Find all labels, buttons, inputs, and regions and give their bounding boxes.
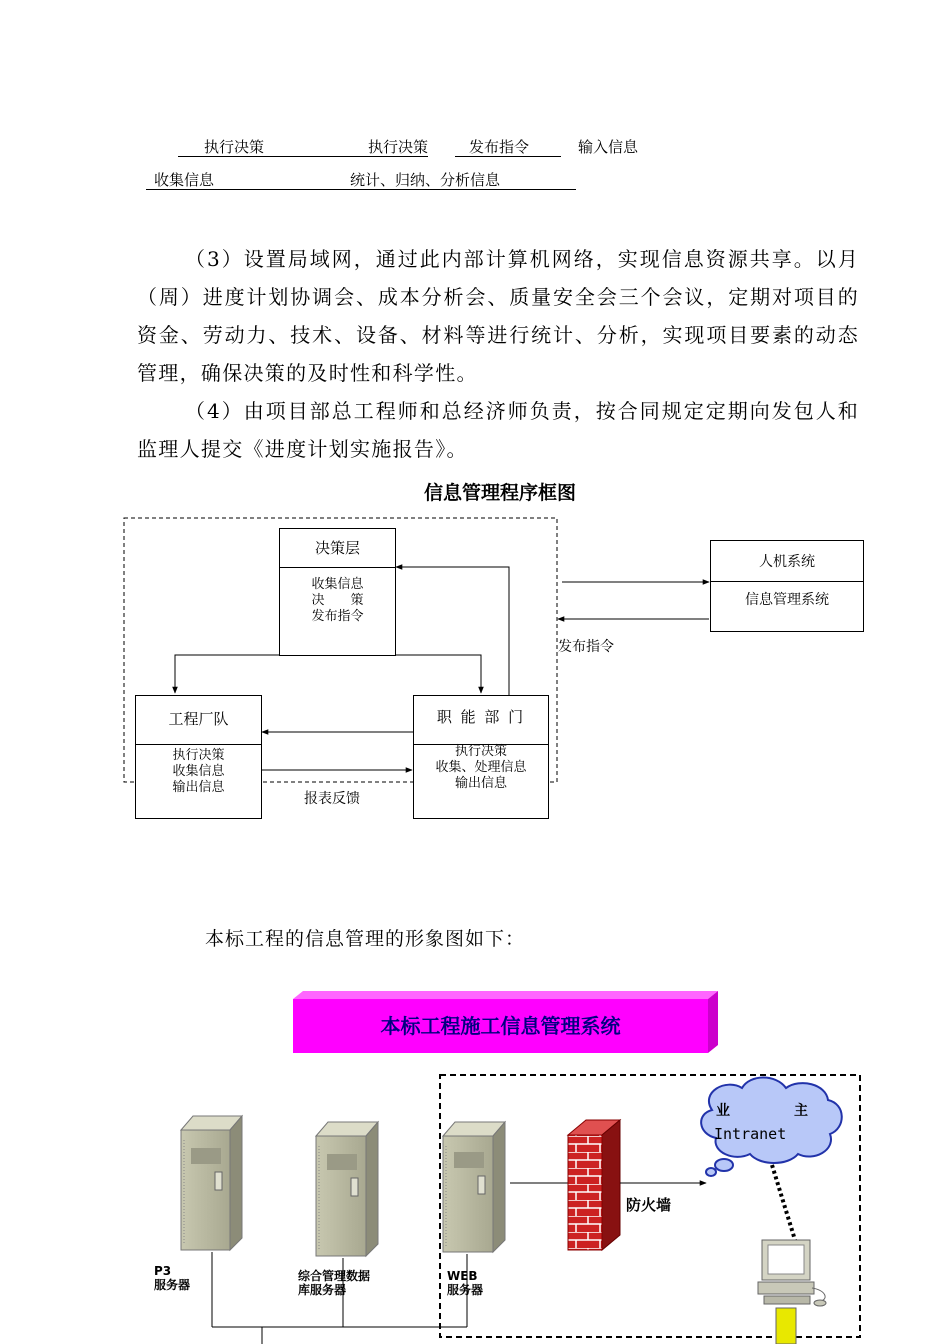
- func-title: 职 能 部 门: [436, 708, 526, 726]
- decision-line: 发布指令: [311, 609, 364, 624]
- team-title: 工程厂队: [168, 710, 229, 728]
- cloud-label-owner-left: 业: [716, 1103, 730, 1119]
- paragraph-4: （4）由项目部总工程师和总经济师负责，按合同规定定期向发包人和监理人提交《进度计划实施报告》。: [137, 399, 859, 461]
- server-icon: [443, 1122, 505, 1252]
- top-line-2-right: 统计、归纳、分析信息: [350, 173, 576, 190]
- server-label-db: [298, 1269, 370, 1297]
- server-icon: [316, 1122, 378, 1256]
- cloud-label-owner-right: 主: [794, 1103, 808, 1119]
- firewall-icon: [568, 1120, 620, 1250]
- system-top-label: 人机系统: [759, 554, 815, 570]
- top-line-1-right: 输入信息: [578, 138, 639, 156]
- top-line-1-mid: 执行决策: [368, 138, 429, 156]
- decision-line: 收集信息: [311, 577, 364, 592]
- top-line-1-left: 执行决策: [178, 140, 368, 157]
- report-feedback-label: 报表反馈: [304, 791, 360, 807]
- func-line: 输出信息: [454, 776, 507, 791]
- func-line: 收集、处理信息: [435, 760, 527, 775]
- server-label-line: 服务器: [447, 1283, 484, 1297]
- server-label-line: P3: [154, 1264, 172, 1278]
- team-line: 收集信息: [172, 764, 225, 779]
- network-intro: 本标工程的信息管理的形象图如下：: [205, 928, 526, 950]
- server-label-line: 库服务器: [298, 1283, 347, 1297]
- server-label-line: WEB: [447, 1269, 478, 1283]
- server-label-web: [447, 1269, 483, 1297]
- flow-title: 信息管理程序框图: [423, 482, 576, 504]
- computer-icon: [758, 1240, 826, 1344]
- top-line-1-cmd: 发布指令: [455, 140, 561, 157]
- server-icon: [181, 1116, 242, 1250]
- team-line: 执行决策: [172, 748, 225, 763]
- firewall-label: 防火墙: [626, 1196, 672, 1214]
- paragraph-3: （3）设置局域网，通过此内部计算机网络，实现信息资源共享。以月（周）进度计划协调会、成本分析会、质量安全会三个会议，定期对项目的资金、劳动力、技术、设备、材料等进行统计、分析，实现项目要素的动态管理，确保决策的及时性和科学性。: [137, 247, 859, 385]
- team-line: 输出信息: [172, 780, 225, 795]
- server-label-p3: [154, 1264, 190, 1292]
- func-line: 执行决策: [454, 744, 507, 759]
- decision-title: 决策层: [314, 539, 360, 557]
- decision-line: 决 策: [311, 593, 364, 608]
- system-bottom-label: 信息管理系统: [745, 592, 829, 608]
- system-banner: 本标工程施工信息管理系统: [293, 999, 708, 1053]
- top-line-2-left: 收集信息: [146, 173, 350, 190]
- cloud-label-intranet: Intranet: [714, 1125, 787, 1143]
- server-label-line: 服务器: [154, 1278, 191, 1292]
- server-label-line: 综合管理数据: [298, 1269, 371, 1283]
- send-command-label: 发布指令: [558, 639, 614, 655]
